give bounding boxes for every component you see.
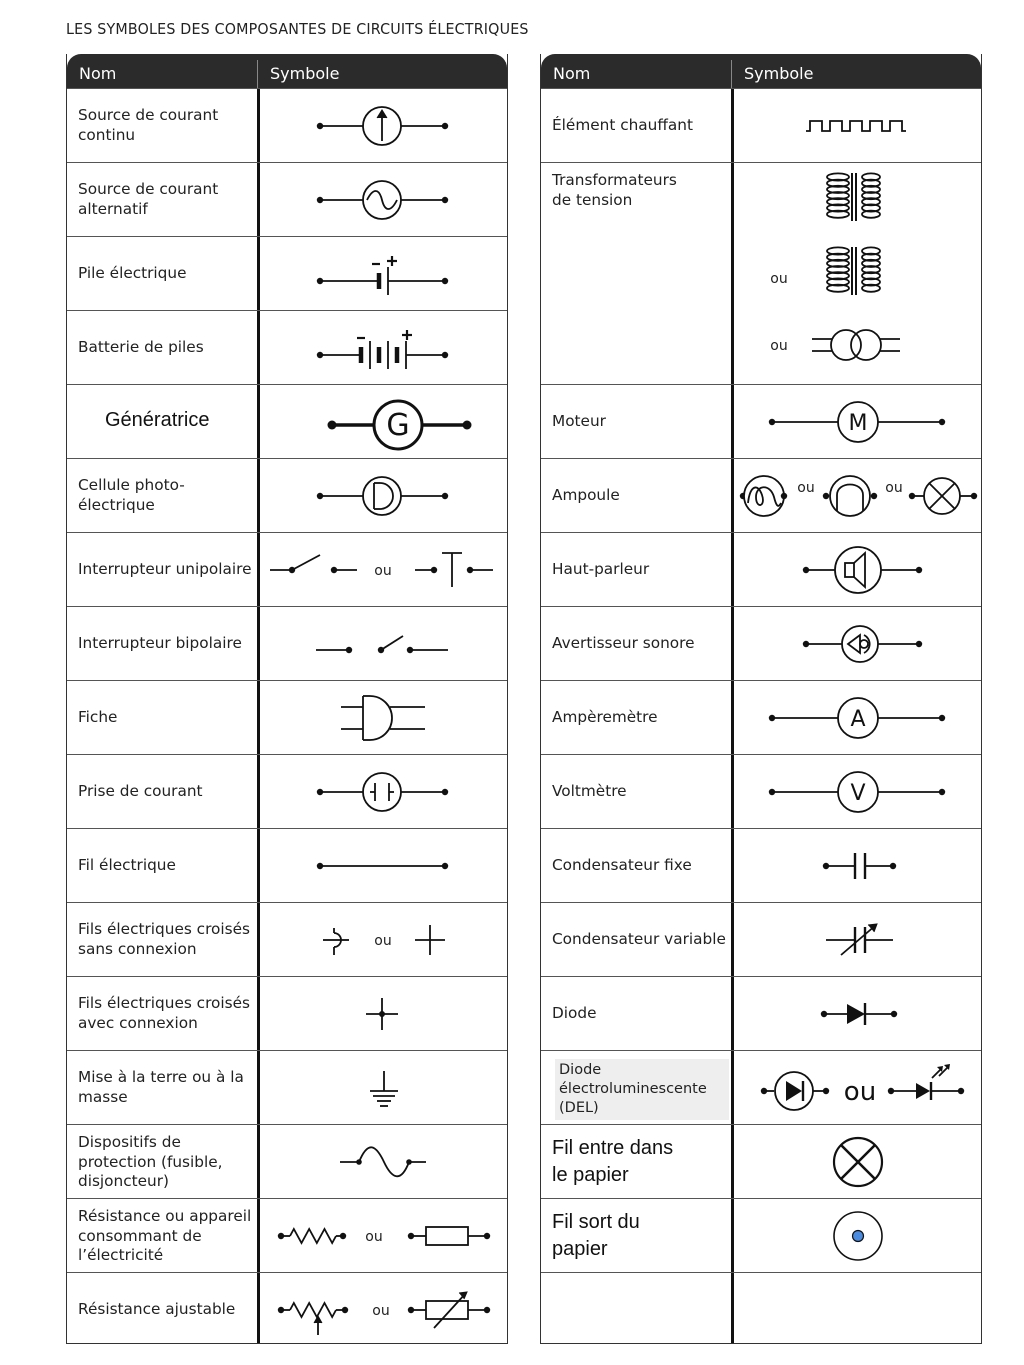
wire-out-of-page-icon xyxy=(734,1199,981,1272)
lamp-icon xyxy=(734,459,981,532)
table-row xyxy=(67,458,507,532)
table-row xyxy=(67,384,507,458)
header-name: Nom xyxy=(79,64,117,83)
spst-switch-icon xyxy=(260,533,507,606)
svg-text:ou: ou xyxy=(885,480,903,496)
cell-icon xyxy=(260,237,507,310)
header-symbol: Symbole xyxy=(270,64,340,83)
plug-icon xyxy=(260,681,507,754)
component-name: Condensateur fixe xyxy=(552,856,692,874)
heating-element-icon xyxy=(734,89,981,162)
table-row xyxy=(541,754,981,828)
table-row xyxy=(541,680,981,754)
table-row xyxy=(67,236,507,310)
resistor-icon xyxy=(260,1199,507,1272)
table-row xyxy=(67,310,507,384)
table-row xyxy=(541,88,981,162)
transformer-icon xyxy=(734,163,981,384)
component-name: Avertisseur sonore xyxy=(552,634,695,652)
capacitor-icon xyxy=(734,829,981,902)
outlet-icon xyxy=(260,755,507,828)
table-row xyxy=(541,606,981,680)
svg-text:A: A xyxy=(850,707,866,732)
component-name: Interrupteur bipolaire xyxy=(78,634,242,652)
component-name: Mise à la terre ou à la masse xyxy=(78,1068,244,1106)
table-row xyxy=(67,754,507,828)
table-row xyxy=(541,1050,981,1124)
empty-cell xyxy=(734,1273,981,1344)
component-name: Condensateur variable xyxy=(552,930,726,948)
component-name: Haut-parleur xyxy=(552,560,650,578)
table-row xyxy=(67,1198,507,1272)
buzzer-icon xyxy=(734,607,981,680)
table-row xyxy=(541,384,981,458)
component-name: Cellule photo-électrique xyxy=(78,476,185,514)
table-row xyxy=(67,976,507,1050)
generator-icon xyxy=(260,385,507,458)
component-name: Moteur xyxy=(552,412,606,430)
svg-text:ou: ou xyxy=(770,271,788,287)
speaker-icon xyxy=(734,533,981,606)
table-row xyxy=(541,532,981,606)
table-row xyxy=(67,162,507,236)
right-symbols-table xyxy=(540,54,982,1344)
table-row xyxy=(67,902,507,976)
table-row xyxy=(541,1124,981,1198)
svg-text:ou: ou xyxy=(372,1303,390,1319)
variable-resistor-icon xyxy=(260,1273,507,1344)
svg-text:ou: ou xyxy=(843,1077,877,1107)
component-name: Source de courant continu xyxy=(78,106,219,144)
component-name: Élément chauffant xyxy=(552,116,693,134)
table-row xyxy=(67,1272,507,1344)
component-name: Dispositifs de protection (fusible, disjoncteur) xyxy=(78,1133,223,1190)
crossed-wires-connection-icon xyxy=(260,977,507,1050)
svg-text:M: M xyxy=(848,411,868,436)
component-name: Fil sort du papier xyxy=(552,1211,640,1260)
dc-source-icon xyxy=(260,89,507,162)
header-name: Nom xyxy=(553,64,591,83)
component-name: Prise de courant xyxy=(78,782,203,800)
svg-text:ou: ou xyxy=(797,480,815,496)
component-name: Interrupteur unipolaire xyxy=(78,560,252,578)
table-row xyxy=(541,162,981,384)
component-name: Ampèremètre xyxy=(552,708,658,726)
table-row xyxy=(541,976,981,1050)
component-name: Pile électrique xyxy=(78,264,187,282)
component-name: Fil électrique xyxy=(78,856,176,874)
component-name: Source de courant alternatif xyxy=(78,180,219,218)
table-row xyxy=(67,680,507,754)
page-title: LES SYMBOLES DES COMPOSANTES DE CIRCUITS ÉLECTRIQUES xyxy=(66,20,529,38)
table-row xyxy=(67,1124,507,1198)
svg-text:V: V xyxy=(850,781,866,806)
component-name: Batterie de piles xyxy=(78,338,204,356)
ground-icon xyxy=(260,1051,507,1124)
table-row xyxy=(541,1272,981,1344)
wire-icon xyxy=(260,829,507,902)
table-row xyxy=(541,902,981,976)
ammeter-icon xyxy=(734,681,981,754)
table-row xyxy=(541,1198,981,1272)
ac-source-icon xyxy=(260,163,507,236)
left-symbols-table xyxy=(66,54,508,1344)
led-icon xyxy=(734,1051,981,1124)
svg-text:ou: ou xyxy=(374,563,392,579)
diode-icon xyxy=(734,977,981,1050)
table-row xyxy=(541,458,981,532)
table-header xyxy=(67,54,507,88)
svg-text:G: G xyxy=(386,408,410,443)
table-row xyxy=(541,828,981,902)
fuse-icon xyxy=(260,1125,507,1198)
component-name: Résistance ou appareil consommant de l’électricité xyxy=(78,1207,252,1264)
component-name: Fil entre dans le papier xyxy=(552,1137,674,1186)
battery-icon xyxy=(260,311,507,384)
wire-into-page-icon xyxy=(734,1125,981,1198)
dpst-switch-icon xyxy=(260,607,507,680)
component-name: Diode xyxy=(552,1004,597,1022)
table-row xyxy=(67,1050,507,1124)
table-row xyxy=(67,532,507,606)
svg-text:ou: ou xyxy=(365,1229,383,1245)
table-header xyxy=(541,54,981,88)
component-name: Génératrice xyxy=(105,409,210,431)
crossed-wires-no-connection-icon xyxy=(260,903,507,976)
voltmeter-icon xyxy=(734,755,981,828)
component-name: Diode électroluminescente (DEL) xyxy=(555,1059,729,1120)
svg-text:ou: ou xyxy=(770,338,788,354)
table-row xyxy=(67,606,507,680)
component-name: Fiche xyxy=(78,708,118,726)
component-name: Transformateurs de tension xyxy=(552,171,677,209)
component-name: Résistance ajustable xyxy=(78,1300,236,1318)
svg-text:ou: ou xyxy=(374,933,392,949)
component-name: Ampoule xyxy=(552,486,620,504)
component-name: Voltmètre xyxy=(552,782,627,800)
photocell-icon xyxy=(260,459,507,532)
header-symbol: Symbole xyxy=(744,64,814,83)
component-name: Fils électriques croisés avec connexion xyxy=(78,994,251,1032)
motor-icon xyxy=(734,385,981,458)
table-row xyxy=(67,88,507,162)
component-name: Fils électriques croisés sans connexion xyxy=(78,920,251,958)
table-row xyxy=(67,828,507,902)
variable-capacitor-icon xyxy=(734,903,981,976)
